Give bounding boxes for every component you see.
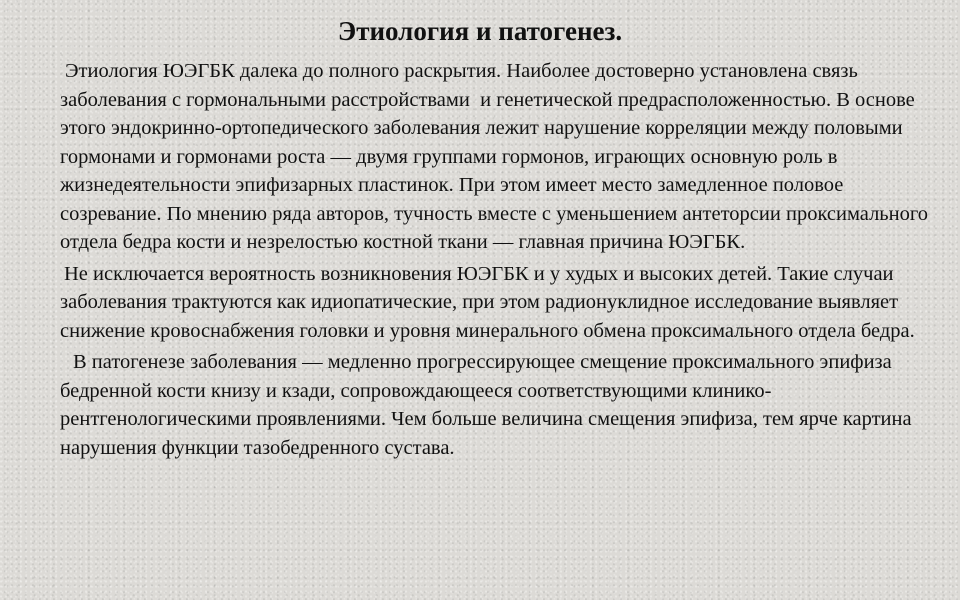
paragraph-idiopathic: Не исключается вероятность возникновения ЮЭГБК и у худых и высоких детей. Такие случаи заболевания трактуются как идиопатические, при этом радионуклидное исследование выявляет снижение кровоснабжения головки и уровня минерального обмена проксимального отдела бедра. bbox=[60, 262, 915, 342]
slide-body bbox=[60, 57, 940, 462]
paragraph-etiology: Этиология ЮЭГБК далека до полного раскрытия. Наиболее достоверно установлена связь заболевания с гормональными расстройствами и генетической предрасположенностью. В основе этого эндокринно-ортопедического заболевания лежит нарушение корреляции между половыми гормонами и гормонами роста — двумя группами гормонов, играющих основную роль в жизнедеятельности эпифизарных пластинок. При этом имеет место замедленное половое созревание. По мнению ряда авторов, тучность вместе с уменьшением антеторсии проксимального отдела бедра кости и незрелостью костной ткани — главная причина ЮЭГБК. bbox=[60, 60, 934, 253]
paragraph-pathogenesis: В патогенезе заболевания — медленно прогрессирующее смещение проксимального эпифиза бедренной кости книзу и кзади, сопровождающееся соответствующими клинико-рентгенологическими проявлениями. Чем больше величина смещения эпифиза, тем ярче картина нарушения функции тазобедренного сустава. bbox=[60, 351, 917, 459]
slide-title: Этиология и патогенез. bbox=[337, 16, 623, 46]
